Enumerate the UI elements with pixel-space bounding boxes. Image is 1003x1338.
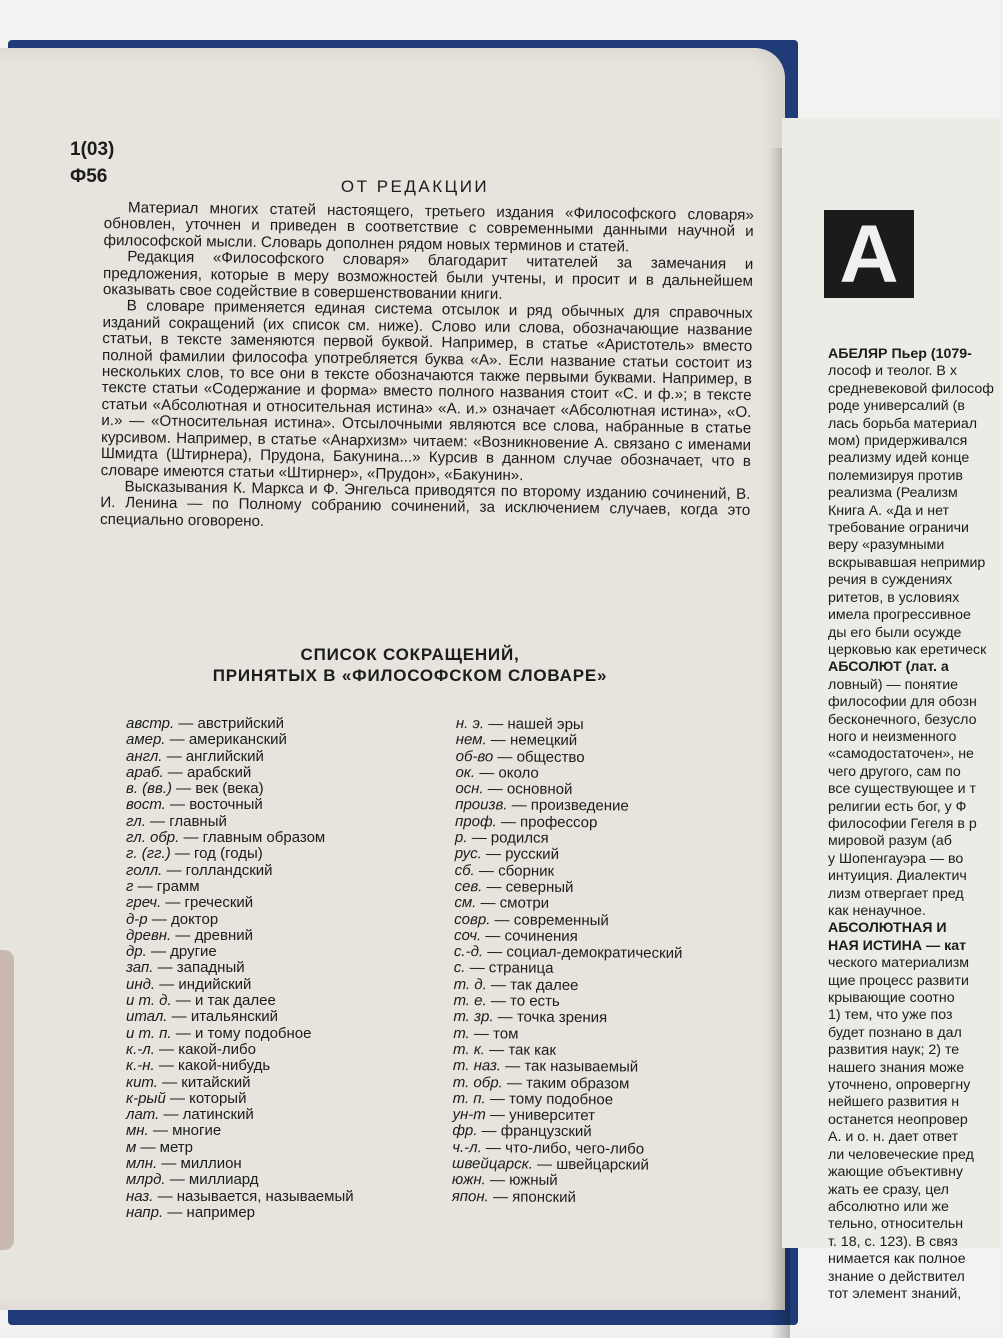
entry-line: тельно, относительн — [828, 1216, 964, 1233]
preface-paragraph: Редакция «Философского словаря» благодарит читателей за замечания и предложения, которые в меру возможностей были учтены, и просит и в дальнейшем оказывать свое содействие в совершенствовании книги. — [102, 248, 754, 303]
abbreviation-meaning: так называемый — [524, 1057, 639, 1076]
abbreviation-meaning: век (века) — [195, 780, 264, 798]
abbreviation-meaning: японский — [512, 1188, 576, 1206]
abbreviation-term: т. наз. — [452, 1057, 502, 1075]
abbreviation-meaning: сборник — [498, 862, 555, 880]
abbreviation-dash: — — [165, 796, 190, 814]
abbreviation-dash: — — [148, 1122, 173, 1140]
entry-line: ного и неизменного — [828, 728, 957, 745]
entry-line: философии Гегеля в р — [828, 815, 977, 832]
entry-line: АБСОЛЮТ (лат. а — [828, 659, 949, 676]
abbreviation-meaning: греческий — [184, 894, 254, 912]
abbreviation-meaning: нашей эры — [507, 715, 584, 734]
abbreviation-dash: — — [174, 715, 198, 732]
abbreviation-term: южн. — [451, 1171, 486, 1189]
abbreviation-meaning: так как — [508, 1041, 557, 1059]
abbreviations-heading — [130, 644, 690, 686]
abbreviation-dash: — — [485, 1090, 510, 1108]
abbreviation-meaning: арабский — [186, 763, 252, 781]
abbreviations-heading-line-1: СПИСОК СОКРАЩЕНИЙ, — [300, 645, 520, 664]
class-code-udc: 1(03) — [70, 139, 115, 160]
abbreviation-meaning: другие — [170, 943, 217, 961]
abbreviation-meaning: грамм — [156, 877, 200, 895]
abbreviation-term: швейцарск. — [452, 1154, 533, 1173]
abbreviation-dash: — — [485, 1171, 510, 1189]
abbreviation-term: м — [126, 1138, 137, 1156]
abbreviation-term: япон. — [451, 1187, 489, 1205]
entry-line: будет познано в дал — [828, 1024, 962, 1041]
abbreviation-row — [126, 977, 426, 993]
abbreviation-dash: — — [157, 1155, 181, 1173]
abbreviation-meaning: древний — [194, 926, 254, 944]
entry-line: средневековой философ — [828, 380, 994, 397]
abbreviation-term: гл. — [126, 812, 146, 830]
abbreviation-term: с.-д. — [453, 943, 484, 961]
entry-line: реализму идей конце — [828, 450, 970, 467]
abbreviation-term: англ. — [126, 747, 163, 765]
abbreviation-term: гл. обр. — [126, 829, 180, 847]
abbreviation-dash: — — [147, 910, 171, 928]
abbreviation-meaning: университет — [509, 1106, 596, 1125]
abbreviation-dash: — — [153, 1187, 177, 1205]
abbreviation-dash: — — [469, 1024, 494, 1042]
abbreviation-meaning: около — [498, 764, 539, 782]
abbreviation-row — [126, 1107, 426, 1123]
entry-line: интуиция. Диалектич — [828, 868, 967, 885]
entry-line: жающие объективну — [828, 1164, 964, 1181]
abbreviation-term: проф. — [455, 812, 497, 831]
abbreviation-dash: — — [481, 1138, 506, 1157]
entry-line: нейшего развития н — [828, 1094, 960, 1111]
entry-line: ли человеческие пред — [828, 1146, 974, 1163]
entry-line: требование ограничи — [828, 520, 969, 537]
abbreviation-term: и т. д. — [126, 992, 172, 1010]
abbreviation-dash: — — [482, 943, 507, 961]
abbreviation-term: т. д. — [453, 975, 487, 994]
entry-line: имела прогрессивное — [828, 607, 971, 624]
entry-line: веру «разумными — [828, 537, 945, 554]
entry-line: нашего знания може — [828, 1059, 965, 1076]
abbreviation-dash: — — [490, 910, 514, 929]
entry-line: вскрывавшая непримир — [828, 554, 986, 571]
abbreviation-term: ун-т — [452, 1106, 486, 1124]
entry-line: мировой разум (аб — [828, 833, 952, 850]
abbreviation-term: совр. — [454, 910, 491, 928]
entry-line: ловный) — понятие — [828, 676, 959, 693]
abbreviation-meaning: смотри — [499, 894, 550, 913]
abbreviation-dash: — — [163, 1203, 187, 1221]
entry-line: А. и о. н. дает ответ — [828, 1129, 959, 1146]
abbreviation-term: араб. — [126, 763, 164, 781]
abbreviation-term: греч. — [126, 894, 162, 912]
abbreviation-meaning: родился — [490, 829, 549, 847]
abbreviation-dash: — — [467, 829, 491, 847]
preface-paragraph: В словаре применяется единая система отсылок и ряд обычных для справочных изданий сокращений (их список см. ниже). Слово или слова, обозначающие название статьи, в тексте заменяются первой буквой. Например, в статье «Аристотель» вместо полной фамилии философа употребляется буква «А». Если название статьи состоит из нескольких слов, то все они в тексте обозначаются также первыми буквами. Например, в тексте статьи «Содержание и форма» вместо полного названия стоит «С. и ф.»; в тексте статьи «Абсолютная и относительная истина» «А. и.» означает «Абсолютная истина», «О. и.» — «Относительная истина». Отсылочными являются все слова, набранные в статье курсивом. Например, в статье «Анархизм» читаем: «Возникновение А. связано с именами Шмидта (Штирнера), Прудона, Бакунина...» Курсив в данном случае обозначает, что в словаре имеются статьи «Штирнер», «Прудон», «Бакунин». — [100, 297, 753, 484]
abbreviation-meaning: произведение — [530, 797, 629, 815]
abbreviation-row — [126, 846, 426, 862]
abbreviation-meaning: северный — [505, 878, 574, 897]
abbreviation-term: к.-л. — [126, 1040, 155, 1058]
abbreviation-dash: — — [165, 1171, 189, 1189]
entry-line: знание о действител — [828, 1268, 965, 1285]
abbreviation-row — [126, 1123, 426, 1139]
abbreviation-row — [126, 928, 426, 944]
abbreviation-term: наз. — [126, 1187, 154, 1205]
abbreviation-dash: — — [477, 1122, 501, 1140]
abbreviation-term: т. зр. — [453, 1008, 494, 1026]
abbreviation-term: млрд. — [126, 1171, 166, 1189]
entry-line: АБСОЛЮТНАЯ И — [828, 920, 947, 937]
abbreviation-row — [452, 1189, 762, 1208]
abbreviation-meaning: современный — [513, 911, 609, 929]
abbreviation-dash: — — [502, 1073, 527, 1092]
abbreviation-meaning: точка зрения — [516, 1008, 608, 1027]
abbreviation-dash: — — [171, 926, 195, 944]
abbreviation-meaning: итальянский — [190, 1008, 279, 1026]
abbreviation-dash: — — [154, 1040, 179, 1058]
abbreviation-row — [126, 716, 426, 732]
section-title: ОТ РЕДАКЦИИ — [340, 177, 490, 196]
abbreviation-dash: — — [465, 959, 489, 977]
abbreviation-meaning: австрийский — [197, 715, 284, 732]
abbreviation-dash: — — [145, 812, 170, 830]
abbreviation-term: напр. — [126, 1203, 164, 1221]
entry-line: уточнено, опровергну — [828, 1077, 971, 1094]
abbreviation-row — [126, 814, 426, 830]
abbreviation-row — [126, 1042, 426, 1058]
entry-line: Книга А. «Да и нет — [828, 502, 950, 519]
abbreviation-meaning: индийский — [178, 975, 252, 993]
right-page — [782, 118, 1000, 1302]
abbreviation-dash: — — [488, 1187, 513, 1206]
abbreviation-dash: — — [496, 813, 521, 831]
abbreviation-dash: — — [507, 796, 531, 815]
abbreviation-row — [126, 895, 426, 911]
abbreviation-dash: — — [146, 943, 171, 961]
preface-text — [100, 200, 754, 536]
abbreviation-row — [126, 1091, 426, 1107]
abbreviation-meaning: главный — [169, 812, 227, 830]
entry-line: полемизируя против — [828, 467, 963, 484]
entry-line: щие процесс развити — [828, 972, 969, 989]
abbreviation-row — [126, 1189, 426, 1205]
abbreviation-meaning: социал-демократический — [506, 943, 683, 963]
abbreviation-meaning: тому подобное — [509, 1090, 614, 1109]
abbreviation-term: зап. — [126, 959, 154, 977]
entry-line: чего другого, сам по — [828, 763, 961, 780]
abbreviation-row — [126, 993, 426, 1009]
abbreviation-dash: — — [163, 763, 187, 781]
abbreviation-row — [126, 1140, 426, 1156]
abbreviation-term: древн. — [126, 926, 172, 944]
abbreviation-term: млн. — [126, 1155, 158, 1173]
abbreviation-dash: — — [481, 845, 506, 863]
abbreviation-row — [126, 863, 426, 879]
entry-line: НАЯ ИСТИНА — кат — [828, 937, 967, 954]
abbreviation-meaning: голландский — [185, 861, 273, 879]
abbreviation-dash: — — [136, 1138, 160, 1156]
abbreviation-term: г. (гг.) — [126, 845, 171, 863]
entry-line: реализма (Реализм — [828, 485, 958, 502]
entry-line: мом) придерживался — [828, 433, 968, 450]
abbreviation-term: об-во — [455, 747, 494, 765]
abbreviation-dash: — — [483, 780, 508, 798]
entry-line: церковью как еретическ — [828, 641, 987, 658]
abbreviation-meaning: доктор — [170, 910, 219, 928]
abbreviation-term: г — [126, 877, 134, 895]
abbreviation-dash: — — [162, 861, 186, 879]
abbreviation-dash: — — [475, 764, 499, 782]
abbreviation-meaning: профессор — [519, 813, 598, 832]
abbreviation-term: амер. — [126, 731, 166, 749]
abbreviation-term: т. — [453, 1024, 470, 1042]
abbreviation-meaning: швейцарский — [556, 1155, 649, 1174]
abbreviation-row — [126, 1009, 426, 1025]
abbreviation-meaning: немецкий — [509, 731, 578, 750]
abbreviation-dash: — — [532, 1155, 557, 1173]
abbreviation-meaning: французский — [500, 1122, 592, 1141]
abbreviation-term: т. п. — [452, 1089, 486, 1108]
left-page — [0, 48, 785, 1310]
entry-line: жать ее сразу, цел — [828, 1181, 949, 1198]
entry-line: лизм отвергает пред — [828, 885, 964, 902]
abbreviation-row — [126, 1058, 426, 1074]
abbreviation-term: итал. — [126, 1008, 168, 1026]
abbreviation-term: в. (вв.) — [126, 780, 172, 798]
entry-line: лософ и теолог. В х — [828, 363, 957, 380]
abbreviation-term: мн. — [126, 1122, 149, 1140]
abbreviation-term: нем. — [455, 731, 487, 749]
entry-line: АБЕЛЯР Пьер (1079- — [828, 346, 972, 362]
finger — [0, 950, 14, 1250]
abbreviation-term: инд. — [126, 975, 156, 993]
entry-line: роде универсалий (в — [828, 398, 965, 415]
abbreviation-dash: — — [483, 715, 508, 733]
abbreviation-dash: — — [486, 731, 511, 749]
entry-line: ритетов, в условиях — [828, 589, 960, 606]
abbreviation-term: лат. — [126, 1106, 160, 1124]
abbreviation-term: кит. — [126, 1073, 158, 1091]
abbreviation-row — [126, 732, 426, 748]
abbreviation-meaning: таким образом — [526, 1074, 630, 1093]
abbreviation-term: т. обр. — [452, 1073, 503, 1091]
abbreviation-meaning: миллиард — [188, 1171, 259, 1189]
abbreviation-meaning: главным образом — [202, 829, 326, 847]
entry-line: ческого материализм — [828, 955, 970, 972]
abbreviation-dash: — — [165, 1089, 190, 1107]
abbreviation-meaning: год (годы) — [194, 845, 263, 863]
abbreviation-row — [126, 912, 426, 928]
abbreviation-dash: — — [153, 959, 177, 977]
abbreviation-term: к.-н. — [126, 1057, 155, 1075]
abbreviation-meaning: основной — [506, 780, 573, 799]
abbreviation-meaning: многие — [172, 1122, 222, 1140]
abbreviation-term: австр. — [126, 715, 175, 732]
abbreviation-dash: — — [167, 1008, 191, 1026]
abbreviation-dash: — — [171, 780, 196, 798]
abbreviation-term: фр. — [452, 1122, 478, 1140]
entry-line: 1) тем, что уже поз — [828, 1007, 953, 1024]
abbreviation-meaning: американский — [188, 731, 287, 749]
abbreviation-dash: — — [171, 1024, 195, 1042]
abbreviation-meaning: латинский — [182, 1106, 254, 1124]
abbreviation-row — [126, 749, 426, 765]
abbreviation-dash: — — [481, 927, 505, 945]
abbreviation-term: произв. — [455, 796, 508, 814]
abbreviation-term: соч. — [454, 926, 482, 945]
abbreviations-column-left — [126, 716, 426, 1221]
abbreviation-row — [126, 1156, 426, 1172]
abbreviation-row — [126, 1026, 426, 1042]
section-letter-block: А — [824, 210, 914, 298]
abbreviation-term: с. — [453, 959, 466, 977]
entry-line: лась борьба материал — [828, 415, 978, 432]
abbreviation-meaning: общество — [516, 748, 585, 766]
abbreviation-row — [126, 1075, 426, 1091]
classification-codes — [70, 136, 114, 190]
abbreviation-dash: — — [165, 731, 189, 749]
entry-line: т. 18, с. 123). В связ — [828, 1233, 958, 1250]
abbreviation-row — [126, 1172, 426, 1188]
abbreviation-dash: — — [155, 975, 179, 993]
abbreviation-row — [126, 960, 426, 976]
entry-line: ды его были осужде — [828, 624, 962, 641]
abbreviation-meaning: страница — [488, 959, 554, 978]
abbreviation-meaning: китайский — [181, 1073, 251, 1091]
abbreviation-dash: — — [482, 878, 506, 896]
abbreviation-dash: — — [486, 976, 511, 994]
abbreviation-dash: — — [493, 1008, 517, 1026]
abbreviation-term: голл. — [126, 861, 163, 879]
abbreviation-dash: — — [171, 992, 195, 1010]
abbreviation-dash: — — [476, 894, 500, 912]
abbreviation-meaning: восточный — [189, 796, 263, 814]
abbreviation-dash: — — [500, 1057, 525, 1075]
abbreviation-row — [126, 1205, 426, 1221]
abbreviation-dash: — — [486, 992, 511, 1010]
entry-line: философии для обозн — [828, 694, 977, 711]
abbreviation-row — [126, 944, 426, 960]
abbreviation-meaning: западный — [176, 959, 245, 977]
abbreviation-meaning: и так далее — [194, 992, 276, 1010]
abbreviations-heading-line-2: ПРИНЯТЫХ В «ФИЛОСОФСКОМ СЛОВАРЕ» — [212, 666, 608, 685]
abbreviation-meaning: метр — [159, 1138, 194, 1156]
entry-line: тот элемент знаний, — [828, 1285, 962, 1302]
abbreviation-term: н. э. — [455, 715, 485, 733]
abbreviation-meaning: который — [189, 1089, 247, 1107]
abbreviation-term: д-р — [126, 910, 148, 928]
abbreviation-dash: — — [170, 845, 195, 863]
entry-line: развития наук; 2) те — [828, 1042, 960, 1059]
abbreviation-meaning: южный — [509, 1171, 558, 1190]
abbreviation-meaning: том — [493, 1024, 519, 1043]
entry-line: крывающие соотно — [828, 990, 955, 1007]
entry-line: абсолютно или же — [828, 1198, 949, 1215]
abbreviation-dash: — — [157, 1073, 182, 1091]
abbreviation-meaning: английский — [185, 747, 264, 765]
abbreviation-row — [126, 830, 426, 846]
abbreviation-row — [126, 781, 426, 797]
abbreviation-dash: — — [485, 1106, 510, 1124]
abbreviation-dash: — — [484, 1041, 509, 1059]
abbreviation-term: вост. — [126, 796, 166, 814]
entry-line: речия в суждениях — [828, 572, 953, 589]
abbreviation-term: осн. — [455, 780, 484, 798]
entry-line: бесконечного, безусло — [828, 711, 977, 728]
entry-line: у Шопенгауэра — во — [828, 850, 964, 867]
abbreviation-row — [126, 879, 426, 895]
abbreviation-term: ч.-л. — [452, 1138, 482, 1156]
abbreviation-row — [126, 797, 426, 813]
abbreviation-dash: — — [154, 1057, 179, 1075]
abbreviation-term: к-рый — [126, 1089, 166, 1107]
entry-line: останется неопровер — [828, 1111, 968, 1128]
class-code-bbk: Ф56 — [70, 166, 108, 187]
abbreviations-column-right — [452, 716, 766, 1208]
abbreviation-row — [126, 765, 426, 781]
preface-paragraph: Материал многих статей настоящего, третьего издания «Философского словаря» обновлен, уточнен и приведен в соответствие с современными данными научной и философской мысли. Словарь дополнен рядом новых терминов и статей. — [103, 199, 754, 256]
abbreviation-meaning: называется, называемый — [176, 1187, 354, 1205]
abbreviation-term: т. к. — [453, 1040, 486, 1059]
abbreviation-dash: — — [179, 829, 203, 847]
abbreviation-term: ок. — [455, 763, 476, 782]
abbreviation-dash: — — [474, 861, 499, 880]
entry-line: нимается как полное — [828, 1251, 966, 1268]
abbreviation-meaning: какой-либо — [178, 1040, 256, 1058]
abbreviation-meaning: русский — [505, 845, 560, 864]
entry-line: религии есть бог, у Ф — [828, 798, 967, 815]
abbreviation-meaning: какой-нибудь — [178, 1057, 271, 1075]
abbreviation-meaning: миллион — [180, 1155, 242, 1173]
abbreviation-dash: — — [161, 894, 185, 912]
abbreviation-term: см. — [454, 894, 477, 912]
entry-line: «самодостаточен», не — [828, 746, 974, 763]
abbreviation-dash: — — [493, 747, 517, 766]
abbreviation-dash: — — [133, 877, 157, 895]
preface-paragraph: Высказывания К. Маркса и Ф. Энгельса приводятся по второму изданию сочинений, В. И. Ленина — по Полному собранию сочинений, за исключением случаев, когда это специально оговорено. — [99, 478, 751, 530]
abbreviation-meaning: так далее — [510, 976, 579, 994]
abbreviation-term: сб. — [454, 861, 475, 879]
abbreviation-term: сев. — [454, 877, 483, 896]
abbreviation-dash: — — [162, 747, 186, 765]
abbreviation-meaning: сочинения — [504, 927, 578, 945]
abbreviation-meaning: например — [186, 1203, 256, 1221]
abbreviation-term: т. е. — [453, 992, 487, 1010]
dictionary-entries — [828, 346, 1003, 1303]
abbreviation-term: др. — [126, 943, 147, 961]
entry-line: все существующее и т — [828, 781, 977, 798]
abbreviation-term: рус. — [454, 845, 482, 863]
abbreviation-term: и т. п. — [126, 1024, 172, 1042]
abbreviation-meaning: и тому подобное — [194, 1024, 312, 1042]
abbreviation-term: р. — [454, 829, 468, 847]
abbreviation-meaning: что-либо, чего-либо — [505, 1139, 645, 1158]
entry-line: как ненаучное. — [828, 903, 926, 919]
abbreviation-dash: — — [159, 1106, 183, 1124]
abbreviation-meaning: то есть — [509, 992, 560, 1010]
